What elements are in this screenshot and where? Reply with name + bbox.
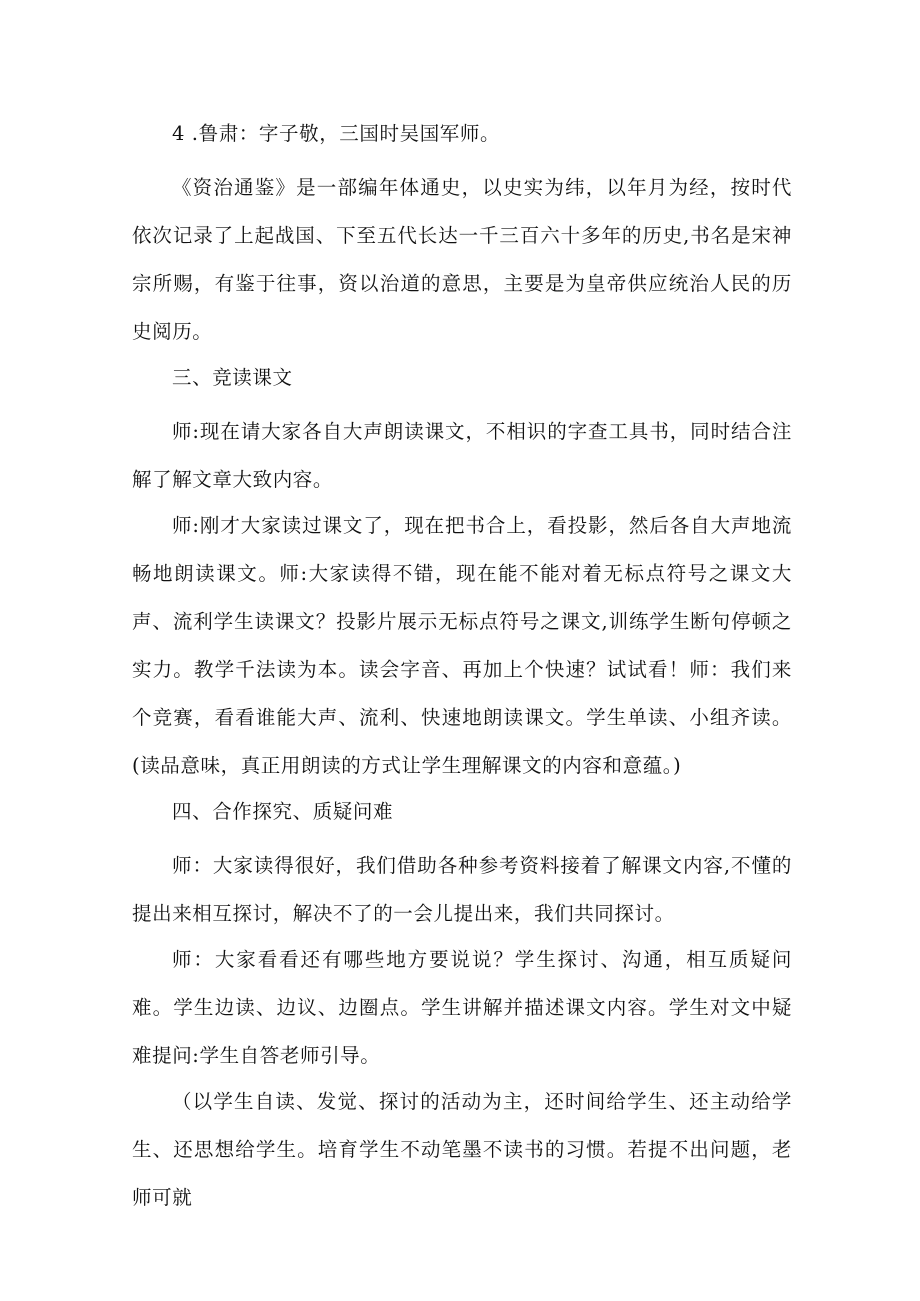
section-heading-3: 三、竞读课文	[172, 366, 293, 389]
paragraph-note-lusu: 4 .鲁肃：字子敬，三国时吴国军师。	[172, 122, 501, 145]
paragraph-zizhitongjian: 《资治通鉴》是一部编年体通史，以史实为纬，以年月为经，按时代依次记录了上起战国、下至五代长达一千三百六十多年的历史,书名是宋神宗所赐，有鉴于往事，资以治道的意思，主要是为皇帝供应统治人民的历史阅历。	[132, 176, 792, 343]
section-heading-4: 四、合作探究、质疑问难	[172, 800, 394, 823]
paragraph-teacher-3: 师：大家读得很好，我们借助各种参考资料接着了解课文内容,不懂的提出来相互探讨，解决不了的一会儿提出来，我们共同探讨。	[132, 854, 792, 925]
paragraph-teacher-1: 师:现在请大家各自大声朗读课文，不相识的字查工具书，同时结合注解了解文章大致内容。	[132, 420, 792, 491]
paragraph-teacher-2: 师:刚才大家读过课文了，现在把书合上，看投影，然后各自大声地流畅地朗读课文。师:大家读得不错，现在能不能对着无标点符号之课文大声、流利学生读课文？投影片展示无标点符号之课文,训练学生断句停顿之实力。教学千法读为本。读会字音、再加上个快速？试试看！师：我们来个竞赛，看看谁能大声、流利、快速地朗读课文。学生单读、小组齐读。(读品意味，真正用朗读的方式让学生理解课文的内容和意蕴。)	[132, 514, 792, 777]
paragraph-note-activity: （以学生自读、发觉、探讨的活动为主，还时间给学生、还主动给学生、还思想给学生。培育学生不动笔墨不读书的习惯。若提不出问题，老师可就	[132, 1090, 792, 1209]
paragraph-teacher-4: 师：大家看看还有哪些地方要说说？学生探讨、沟通，相互质疑问难。学生边读、边议、边圈点。学生讲解并描述课文内容。学生对文中疑难提问:学生自答老师引导。	[132, 948, 792, 1067]
